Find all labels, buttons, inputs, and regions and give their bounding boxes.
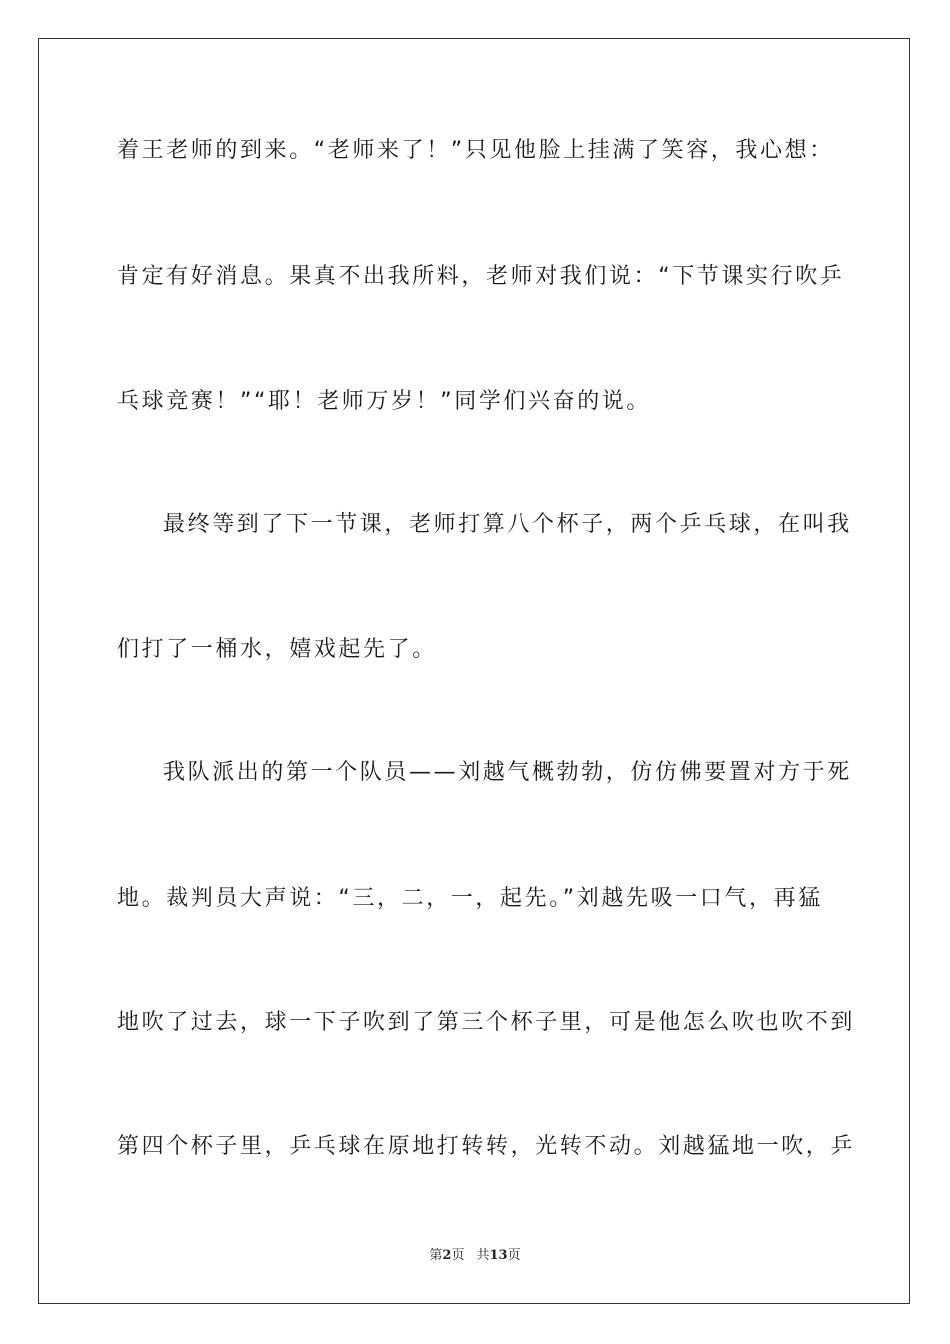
page-total: 13 xyxy=(489,1248,508,1263)
paragraph-line-3: 乓球竞赛！”“耶！老师万岁！”同学们兴奋的说。 xyxy=(117,389,651,414)
paragraph-line-6: 我队派出的第一个队员——刘越气概勃勃，仿仿佛要置对方于死 xyxy=(163,760,852,785)
page-current: 2 xyxy=(442,1248,452,1263)
paragraph-line-9: 第四个杯子里，乒乓球在原地打转转，光转不动。刘越猛地一吹，乒 xyxy=(117,1134,856,1159)
paragraph-line-5: 们打了一桶水，嬉戏起先了。 xyxy=(117,637,437,662)
total-prefix: 共 xyxy=(476,1248,490,1263)
page-border xyxy=(38,38,910,1304)
paragraph-line-1: 着王老师的到来。“老师来了！”只见他脸上挂满了笑容，我心想： xyxy=(117,138,834,163)
total-suffix: 页 xyxy=(507,1248,521,1263)
page-footer xyxy=(0,1247,950,1265)
page-prefix: 第 xyxy=(429,1248,443,1263)
paragraph-line-8: 地吹了过去，球一下子吹到了第三个杯子里，可是他怎么吹也吹不到 xyxy=(117,1010,856,1035)
page-suffix: 页 xyxy=(451,1248,465,1263)
paragraph-line-4: 最终等到了下一节课，老师打算八个杯子，两个乒乓球，在叫我 xyxy=(163,512,852,537)
paragraph-line-7: 地。裁判员大声说：“三，二，一，起先。”刘越先吸一口气，再猛 xyxy=(117,886,823,911)
paragraph-line-2: 肯定有好消息。果真不出我所料，老师对我们说：“下节课实行吹乒 xyxy=(117,264,845,289)
